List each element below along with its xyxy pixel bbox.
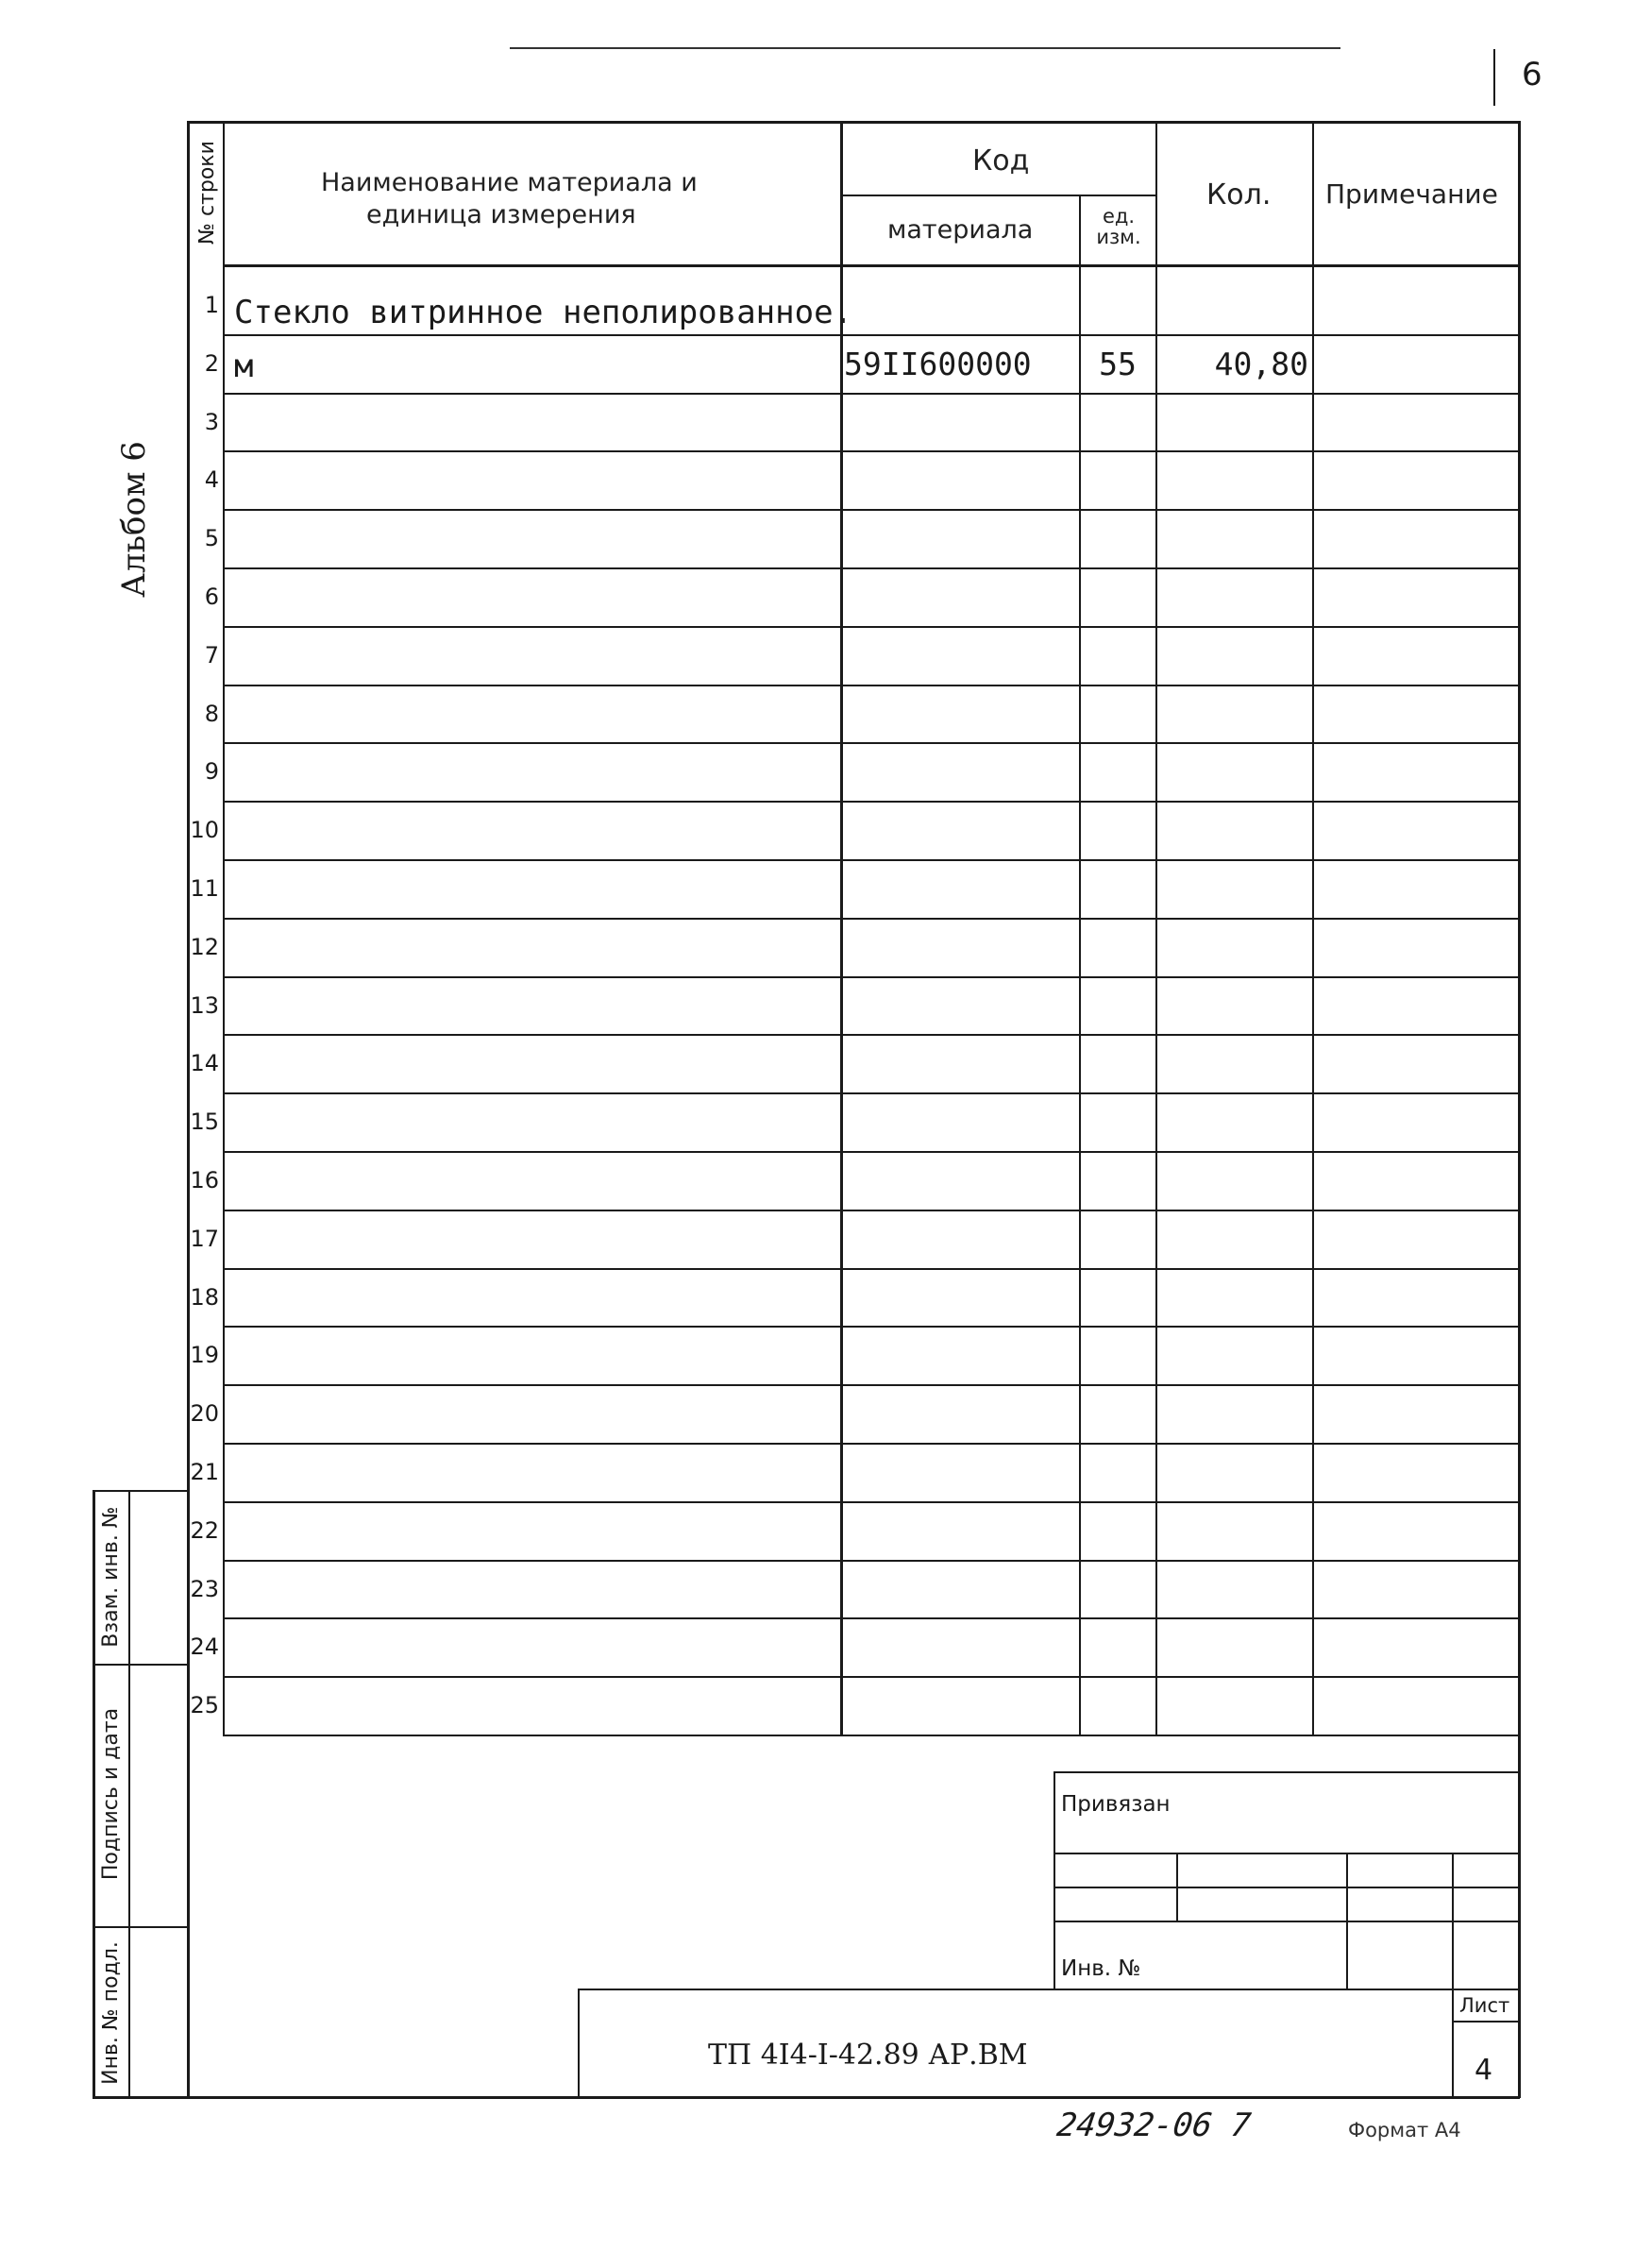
privyazan-label: Привязан [1061, 1792, 1171, 1817]
row-divider [223, 509, 1520, 511]
row-number: 6 [204, 584, 219, 610]
row-number: 7 [204, 642, 219, 669]
row-number: 14 [190, 1050, 219, 1076]
header-quantity: Кол. [1206, 178, 1272, 212]
quantity: 40,80 [1214, 346, 1308, 382]
top-rule [510, 47, 1340, 49]
row-divider [223, 742, 1520, 744]
row-number: 9 [204, 758, 219, 785]
row-number: 18 [190, 1284, 219, 1311]
format-label: Формат А4 [1348, 2119, 1461, 2141]
row-divider [223, 1735, 1520, 1736]
row-divider [223, 1676, 1520, 1678]
row-divider [223, 685, 1520, 686]
material-name: м [234, 347, 254, 385]
row-divider [223, 450, 1520, 452]
row-number: 5 [204, 525, 219, 551]
row-number: 1 [204, 292, 219, 318]
row-number: 17 [190, 1226, 219, 1252]
row-divider [223, 1092, 1520, 1094]
handwritten-number: 24932-06 7 [1054, 2107, 1254, 2144]
row-divider [223, 918, 1520, 920]
row-divider [223, 1034, 1520, 1036]
row-number: 11 [190, 875, 219, 902]
inv-no-label: Инв. № [1061, 1956, 1141, 1981]
row-divider [223, 1443, 1520, 1445]
header-code-unit: ед. изм. [1096, 205, 1141, 249]
row-divider [223, 859, 1520, 861]
row-number: 16 [190, 1167, 219, 1193]
row-divider [223, 1560, 1520, 1562]
header-material-name-line2: единица измерения [366, 200, 636, 229]
stamp-inv-podl: Инв. № подл. [99, 1941, 123, 2085]
row-divider [223, 1268, 1520, 1270]
row-number: 8 [204, 701, 219, 727]
header-code-material: материала [887, 215, 1034, 245]
row-divider [223, 1326, 1520, 1328]
sheet-label: Лист [1459, 1994, 1510, 2017]
row-number: 22 [190, 1517, 219, 1544]
header-material-name-line1: Наименование материала и [321, 168, 698, 197]
row-divider [223, 626, 1520, 628]
document-code: ТП 4I4-I-42.89 АР.ВМ [708, 2039, 1028, 2072]
page-number-divider [1493, 49, 1495, 106]
album-label: Альбом 6 [115, 441, 153, 598]
row-number: 24 [190, 1633, 219, 1660]
row-number: 20 [190, 1400, 219, 1427]
row-number: 13 [190, 992, 219, 1019]
material-code: 59II600000 [844, 346, 1032, 382]
row-divider [223, 1617, 1520, 1619]
row-number: 2 [204, 350, 219, 377]
page-number: 6 [1522, 56, 1542, 93]
row-number: 25 [190, 1692, 219, 1718]
row-divider [223, 1384, 1520, 1386]
stamp-podpis-data: Подпись и дата [99, 1707, 123, 1881]
material-name: Стекло витринное неполированное. [234, 294, 853, 331]
unit-code: 55 [1099, 346, 1137, 382]
row-number: 19 [190, 1342, 219, 1368]
header-note: Примечание [1325, 178, 1498, 210]
row-divider [223, 801, 1520, 803]
row-number: 10 [190, 817, 219, 843]
row-number: 15 [190, 1109, 219, 1135]
row-number: 4 [204, 466, 219, 493]
row-divider [223, 976, 1520, 978]
row-divider [223, 1210, 1520, 1211]
stamp-vzam-inv: Взам. инв. № [99, 1506, 123, 1648]
row-divider [223, 334, 1520, 336]
row-divider [223, 1501, 1520, 1503]
header-code: Код [972, 144, 1030, 178]
header-row-number: № строки [195, 141, 219, 245]
row-divider [223, 1151, 1520, 1153]
sheet-number: 4 [1475, 2054, 1493, 2087]
row-number: 21 [190, 1459, 219, 1485]
row-number: 3 [204, 409, 219, 435]
row-number: 12 [190, 934, 219, 960]
row-number: 23 [190, 1576, 219, 1602]
row-divider [223, 567, 1520, 569]
row-divider [223, 393, 1520, 395]
